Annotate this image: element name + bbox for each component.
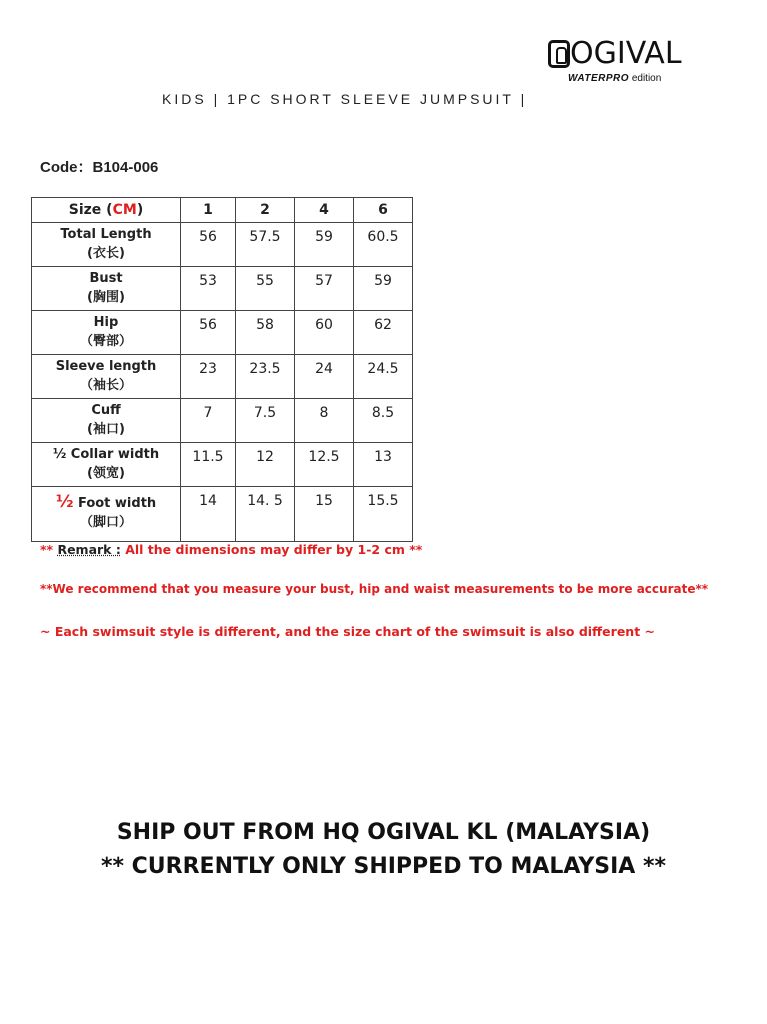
size-col: 2 — [236, 198, 295, 223]
table-row — [32, 223, 413, 267]
cell: 15 — [295, 487, 354, 542]
size-col: 1 — [181, 198, 236, 223]
row-label: Total Length (衣长) — [32, 223, 181, 267]
cell: 57.5 — [236, 223, 295, 267]
cell: 24.5 — [354, 355, 413, 399]
cell: 59 — [354, 267, 413, 311]
cell: 14. 5 — [236, 487, 295, 542]
cell: 55 — [236, 267, 295, 311]
brand-logo — [548, 36, 698, 90]
cell: 56 — [181, 311, 236, 355]
table-row — [32, 311, 413, 355]
cell: 8 — [295, 399, 354, 443]
size-col: 6 — [354, 198, 413, 223]
cell: 58 — [236, 311, 295, 355]
cell: 14 — [181, 487, 236, 542]
shipping-line-2: ** CURRENTLY ONLY SHIPPED TO MALAYSIA ** — [100, 854, 666, 879]
size-header-row — [32, 198, 413, 223]
cell: 60.5 — [354, 223, 413, 267]
cell: 53 — [181, 267, 236, 311]
row-label: Cuff (袖口) — [32, 399, 181, 443]
cell: 60 — [295, 311, 354, 355]
table-row — [32, 443, 413, 487]
cell: 7 — [181, 399, 236, 443]
row-label: Hip （臀部） — [32, 311, 181, 355]
seahorse-icon — [548, 40, 570, 68]
table-row — [32, 487, 413, 542]
style-note: ~ Each swimsuit style is different, and the size chart of the swimsuit is also different ~ — [40, 624, 656, 639]
cell: 12.5 — [295, 443, 354, 487]
cell: 23 — [181, 355, 236, 399]
row-label: Sleeve length （袖长） — [32, 355, 181, 399]
table-row — [32, 355, 413, 399]
sub-brand: WATERPRO — [568, 73, 630, 84]
cell: 62 — [354, 311, 413, 355]
cell: 13 — [354, 443, 413, 487]
cell: 7.5 — [236, 399, 295, 443]
recommend-note: **We recommend that you measure your bust, hip and waist measurements to be more accurate** — [40, 582, 709, 596]
page-title: KIDS | 1PC SHORT SLEEVE JUMPSUIT | — [162, 91, 528, 107]
sub-suffix: edition — [631, 73, 662, 84]
row-label: ½ Collar width (领宽) — [32, 443, 181, 487]
cell: 57 — [295, 267, 354, 311]
cell: 23.5 — [236, 355, 295, 399]
product-code: Code：B104-006 — [40, 159, 159, 176]
cell: 24 — [295, 355, 354, 399]
size-chart — [31, 197, 413, 542]
cell: 15.5 — [354, 487, 413, 542]
cell: 56 — [181, 223, 236, 267]
brand-name: OGIVAL — [570, 36, 682, 71]
size-header-label: Size (CM) — [32, 198, 181, 223]
cell: 59 — [295, 223, 354, 267]
cell: 12 — [236, 443, 295, 487]
cell: 8.5 — [354, 399, 413, 443]
remark-note: ** Remark : All the dimensions may differ by 1-2 cm ** — [40, 542, 423, 557]
table-row — [32, 267, 413, 311]
table-row — [32, 399, 413, 443]
size-col: 4 — [295, 198, 354, 223]
brand-sub — [568, 73, 661, 84]
cell: 11.5 — [181, 443, 236, 487]
row-label: ½ Foot width （脚口） — [32, 487, 181, 542]
row-label: Bust (胸围) — [32, 267, 181, 311]
shipping-line-1: SHIP OUT FROM HQ OGIVAL KL (MALAYSIA) — [116, 820, 651, 845]
